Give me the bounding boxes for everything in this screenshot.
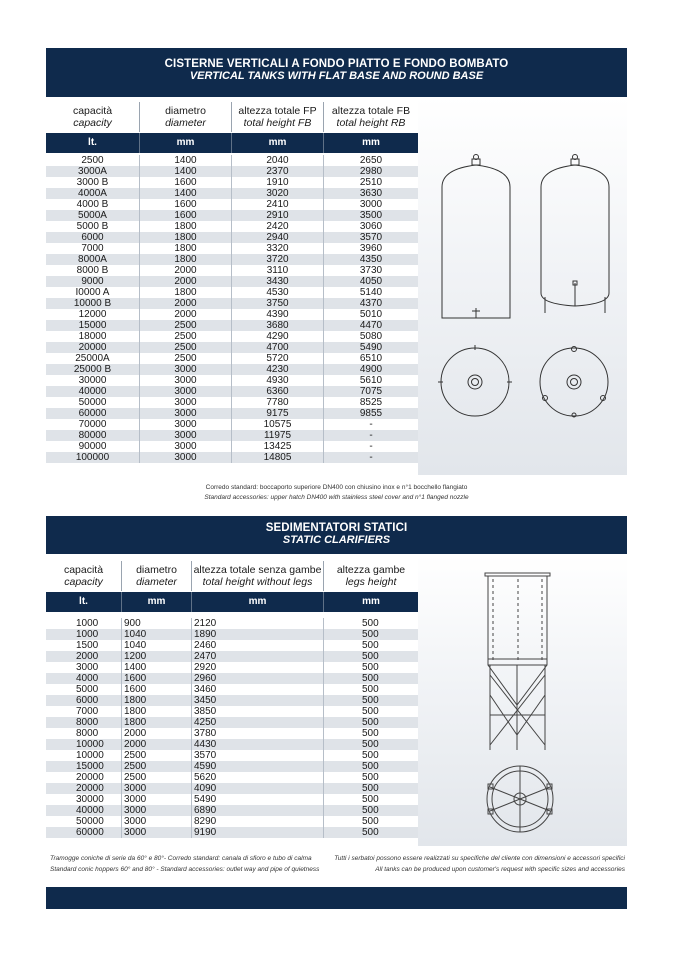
unit-capacity: lt. <box>46 133 140 153</box>
table-cell: 1400 <box>140 188 232 199</box>
table-cell: 500 <box>362 816 379 827</box>
table-cell: 4000 B <box>46 199 140 210</box>
section1-column-headers <box>46 102 418 132</box>
table-cell: 2500 <box>140 342 232 353</box>
col-diameter: diametro diameter <box>122 561 192 591</box>
table-row <box>46 618 418 629</box>
table-row <box>46 166 418 177</box>
table-cell: 2510 <box>359 177 383 188</box>
table-cell: 3960 <box>359 243 383 254</box>
table-cell: 3730 <box>359 265 383 276</box>
section2-title-en: STATIC CLARIFIERS <box>282 534 391 546</box>
table-cell: 3750 <box>232 298 324 309</box>
vertical-tanks-drawing <box>418 97 627 475</box>
section2-note-right-it: Tutti i serbatoi possono essere realizzati su specifiche del cliente con dimensioni e accessori specifici <box>334 855 625 862</box>
table-row <box>46 662 418 673</box>
table-cell: - <box>369 419 373 430</box>
table-row <box>46 761 418 772</box>
table-cell: 5080 <box>359 331 383 342</box>
table-cell: 2000 <box>140 309 232 320</box>
table-cell: 3000 <box>122 805 192 816</box>
section1-title-band <box>46 48 627 97</box>
table-cell: 100000 <box>46 452 140 463</box>
table-cell: 1800 <box>122 706 192 717</box>
section1-title-en: VERTICAL TANKS WITH FLAT BASE AND ROUND BASE <box>189 70 484 82</box>
table-cell: 5620 <box>192 772 324 783</box>
table-cell: 2470 <box>192 651 324 662</box>
table-cell: 3000 <box>140 386 232 397</box>
table-row <box>46 254 418 265</box>
table-cell: 3000 <box>140 452 232 463</box>
table-cell: 1910 <box>232 177 324 188</box>
table-row <box>46 221 418 232</box>
table-cell: 2000 <box>140 265 232 276</box>
table-cell: 4290 <box>232 331 324 342</box>
table-row <box>46 783 418 794</box>
table-cell: 6510 <box>359 353 383 364</box>
table-cell: 3500 <box>359 210 383 221</box>
table-cell: 3020 <box>232 188 324 199</box>
table-cell: 30000 <box>46 794 122 805</box>
table-cell: 500 <box>362 739 379 750</box>
table-cell: 5000 B <box>46 221 140 232</box>
table-row <box>46 210 418 221</box>
section2-note-right-en: All tanks can be produced upon customer's request with specific sizes and accessories <box>375 866 625 873</box>
table-cell: 2000 <box>140 298 232 309</box>
table-cell: 500 <box>362 750 379 761</box>
table-cell: 7000 <box>46 706 122 717</box>
table-cell: 1500 <box>46 640 122 651</box>
table-cell: 20000 <box>46 772 122 783</box>
col-height-fp: altezza totale FP total height FB <box>232 102 324 132</box>
table-row <box>46 199 418 210</box>
table-cell: 500 <box>362 827 379 838</box>
table-row <box>46 739 418 750</box>
table-row <box>46 408 418 419</box>
section2-title-band <box>46 516 627 554</box>
table-cell: 8000 <box>46 728 122 739</box>
table-cell: 2000 <box>122 739 192 750</box>
table-row <box>46 397 418 408</box>
table-cell: 500 <box>362 761 379 772</box>
table-cell: 3000 <box>140 430 232 441</box>
table-cell: 1000 <box>46 618 122 629</box>
table-row <box>46 375 418 386</box>
section2-note-left-it: Tramogge coniche di serie da 60° e 80°- Corredo standard: canala di sfioro e tubo di calma <box>50 855 312 862</box>
table-cell: 7000 <box>46 243 140 254</box>
table-cell: 1800 <box>140 232 232 243</box>
table-cell: 8525 <box>359 397 383 408</box>
table-cell: 4900 <box>359 364 383 375</box>
section1-table-body <box>46 155 418 463</box>
table-cell: 4230 <box>232 364 324 375</box>
col-height-no-legs: altezza totale senza gambe total height without legs <box>192 561 324 591</box>
table-cell: 3430 <box>232 276 324 287</box>
table-cell: 2000 <box>46 651 122 662</box>
table-cell: 14805 <box>232 452 324 463</box>
table-cell: 5010 <box>359 309 383 320</box>
table-cell: 2460 <box>192 640 324 651</box>
table-cell: 500 <box>362 717 379 728</box>
table-cell: 900 <box>122 618 192 629</box>
table-row <box>46 386 418 397</box>
table-cell: 6000 <box>46 695 122 706</box>
table-cell: 3450 <box>192 695 324 706</box>
table-row <box>46 276 418 287</box>
table-cell: 3000A <box>46 166 140 177</box>
table-cell: 25000A <box>46 353 140 364</box>
footer-band <box>46 887 627 909</box>
table-cell: 2500 <box>46 155 140 166</box>
table-cell: 9855 <box>359 408 383 419</box>
table-cell: 2000 <box>122 728 192 739</box>
table-cell: 2500 <box>140 320 232 331</box>
table-row <box>46 816 418 827</box>
table-cell: 3720 <box>232 254 324 265</box>
table-cell: 1040 <box>122 640 192 651</box>
section1-note-it: Corredo standard: boccaporto superiore DN400 con chiusino inox e n°1 bocchello flangiato <box>205 484 468 491</box>
table-cell: 5610 <box>359 375 383 386</box>
col-height-fb: altezza totale FB total height RB <box>331 105 411 129</box>
table-cell: 1600 <box>140 177 232 188</box>
table-cell: 1200 <box>122 651 192 662</box>
table-cell: 3000 <box>122 816 192 827</box>
table-cell: 500 <box>362 805 379 816</box>
section1-title-it: CISTERNE VERTICALI A FONDO PIATTO E FONDO BOMBATO <box>164 58 509 70</box>
table-cell: - <box>369 430 373 441</box>
table-cell: 4590 <box>192 761 324 772</box>
section1-note-en: Standard accessories: upper hatch DN400 with stainless steel cover and n°1 flanged nozzle <box>204 494 469 501</box>
table-cell: 3320 <box>232 243 324 254</box>
section2-unit-bar <box>46 592 418 612</box>
table-cell: 4470 <box>359 320 383 331</box>
table-cell: 500 <box>362 673 379 684</box>
table-cell: 1800 <box>140 287 232 298</box>
table-cell: - <box>369 452 373 463</box>
unit-height-fb: mm <box>362 137 380 148</box>
table-cell: 500 <box>362 618 379 629</box>
table-cell: 500 <box>362 640 379 651</box>
table-cell: 1800 <box>122 695 192 706</box>
table-cell: 3680 <box>232 320 324 331</box>
table-cell: 25000 B <box>46 364 140 375</box>
table-cell: 90000 <box>46 441 140 452</box>
table-row <box>46 232 418 243</box>
table-cell: 3000 <box>140 375 232 386</box>
table-cell: 2500 <box>140 331 232 342</box>
table-cell: 1400 <box>140 166 232 177</box>
table-row <box>46 673 418 684</box>
table-cell: 4000 <box>46 673 122 684</box>
table-cell: 3000 <box>46 662 122 673</box>
table-cell: 2000 <box>140 276 232 287</box>
table-row <box>46 629 418 640</box>
table-cell: 5490 <box>359 342 383 353</box>
table-cell: 1800 <box>140 254 232 265</box>
table-row <box>46 309 418 320</box>
table-cell: 2500 <box>122 750 192 761</box>
table-cell: 5000A <box>46 210 140 221</box>
table-cell: 2420 <box>232 221 324 232</box>
table-cell: 3000 <box>140 364 232 375</box>
table-cell: 80000 <box>46 430 140 441</box>
table-cell: 2120 <box>192 618 324 629</box>
table-cell: 5140 <box>359 287 383 298</box>
table-row <box>46 717 418 728</box>
section1-unit-bar <box>46 133 418 153</box>
table-cell: 3460 <box>192 684 324 695</box>
table-cell: 40000 <box>46 386 140 397</box>
section2-note-left-en: Standard conic hoppers 60° and 80° - Standard accessories: outlet way and pipe of quietness <box>50 866 320 873</box>
table-cell: 4250 <box>192 717 324 728</box>
table-cell: 2410 <box>232 199 324 210</box>
table-cell: 10000 <box>46 739 122 750</box>
table-cell: 1800 <box>122 717 192 728</box>
table-cell: 4930 <box>232 375 324 386</box>
table-cell: 1400 <box>140 155 232 166</box>
table-cell: 7075 <box>359 386 383 397</box>
table-cell: 70000 <box>46 419 140 430</box>
unit-diameter: mm <box>122 592 192 612</box>
table-row <box>46 265 418 276</box>
unit-diameter: mm <box>140 133 232 153</box>
table-cell: 3570 <box>359 232 383 243</box>
table-cell: 2370 <box>232 166 324 177</box>
table-cell: 500 <box>362 695 379 706</box>
table-cell: 2910 <box>232 210 324 221</box>
table-cell: 20000 <box>46 342 140 353</box>
table-cell: 5720 <box>232 353 324 364</box>
unit-legs-height: mm <box>362 596 380 607</box>
table-cell: 50000 <box>46 816 122 827</box>
table-cell: 500 <box>362 728 379 739</box>
table-row <box>46 452 418 463</box>
table-cell: 30000 <box>46 375 140 386</box>
table-row <box>46 188 418 199</box>
table-row <box>46 772 418 783</box>
table-row <box>46 827 418 838</box>
table-cell: 40000 <box>46 805 122 816</box>
table-cell: 4530 <box>232 287 324 298</box>
table-cell: 3000 <box>122 794 192 805</box>
table-row <box>46 243 418 254</box>
table-cell: 3780 <box>192 728 324 739</box>
col-capacity: capacità capacity <box>46 561 122 591</box>
table-cell: 4050 <box>359 276 383 287</box>
table-cell: 60000 <box>46 827 122 838</box>
table-cell: - <box>369 441 373 452</box>
table-cell: 10000 B <box>46 298 140 309</box>
table-cell: 4700 <box>232 342 324 353</box>
table-cell: 5000 <box>46 684 122 695</box>
table-cell: 3110 <box>232 265 324 276</box>
table-cell: 2040 <box>232 155 324 166</box>
table-cell: 8000A <box>46 254 140 265</box>
table-cell: 4370 <box>359 298 383 309</box>
unit-height-fp: mm <box>232 133 324 153</box>
table-cell: 1400 <box>122 662 192 673</box>
table-cell: 15000 <box>46 320 140 331</box>
table-cell: 9190 <box>192 827 324 838</box>
table-row <box>46 331 418 342</box>
table-row <box>46 353 418 364</box>
table-cell: 10000 <box>46 750 122 761</box>
table-row <box>46 651 418 662</box>
table-cell: 8000 B <box>46 265 140 276</box>
table-cell: 13425 <box>232 441 324 452</box>
table-cell: 3000 <box>140 408 232 419</box>
table-cell: 500 <box>362 684 379 695</box>
table-cell: 500 <box>362 629 379 640</box>
unit-capacity: lt. <box>46 592 122 612</box>
table-row <box>46 342 418 353</box>
table-cell: 500 <box>362 662 379 673</box>
table-cell: 3000 B <box>46 177 140 188</box>
table-row <box>46 805 418 816</box>
table-row <box>46 155 418 166</box>
table-row <box>46 684 418 695</box>
table-row <box>46 287 418 298</box>
table-row <box>46 177 418 188</box>
table-cell: 3000 <box>140 441 232 452</box>
table-cell: 1890 <box>192 629 324 640</box>
table-cell: 1600 <box>140 210 232 221</box>
table-cell: 3060 <box>359 221 383 232</box>
table-row <box>46 794 418 805</box>
table-cell: 500 <box>362 706 379 717</box>
table-row <box>46 706 418 717</box>
table-row <box>46 430 418 441</box>
col-legs-height: altezza gambe legs height <box>336 564 406 588</box>
table-cell: 2500 <box>140 353 232 364</box>
table-cell: 50000 <box>46 397 140 408</box>
table-row <box>46 419 418 430</box>
table-cell: 8290 <box>192 816 324 827</box>
table-cell: 2500 <box>122 761 192 772</box>
section2-table-body <box>46 618 418 838</box>
table-cell: 2920 <box>192 662 324 673</box>
table-cell: 3000 <box>140 419 232 430</box>
table-cell: 3570 <box>192 750 324 761</box>
section2-column-headers <box>46 561 418 591</box>
table-cell: 500 <box>362 772 379 783</box>
unit-height-no-legs: mm <box>192 592 324 612</box>
table-row <box>46 320 418 331</box>
table-cell: 4090 <box>192 783 324 794</box>
table-cell: 20000 <box>46 783 122 794</box>
table-cell: 500 <box>362 651 379 662</box>
table-cell: 11975 <box>232 430 324 441</box>
table-cell: 18000 <box>46 331 140 342</box>
table-cell: 6000 <box>46 232 140 243</box>
table-cell: 1000 <box>46 629 122 640</box>
table-cell: 3850 <box>192 706 324 717</box>
table-cell: 1600 <box>140 199 232 210</box>
table-cell: 3630 <box>359 188 383 199</box>
col-diameter: diametro diameter <box>140 102 232 132</box>
table-cell: 1600 <box>122 673 192 684</box>
table-cell: 12000 <box>46 309 140 320</box>
table-row <box>46 364 418 375</box>
table-cell: 4430 <box>192 739 324 750</box>
table-row <box>46 695 418 706</box>
table-cell: 3000 <box>359 199 383 210</box>
table-cell: 2980 <box>359 166 383 177</box>
table-cell: 60000 <box>46 408 140 419</box>
table-cell: 15000 <box>46 761 122 772</box>
table-cell: 3000 <box>122 783 192 794</box>
table-cell: 500 <box>362 794 379 805</box>
table-cell: I0000 A <box>46 287 140 298</box>
table-cell: 9000 <box>46 276 140 287</box>
table-cell: 4000A <box>46 188 140 199</box>
section1-illustration-panel <box>418 97 627 475</box>
table-cell: 4390 <box>232 309 324 320</box>
table-cell: 5490 <box>192 794 324 805</box>
table-cell: 6360 <box>232 386 324 397</box>
table-cell: 500 <box>362 783 379 794</box>
table-cell: 2960 <box>192 673 324 684</box>
table-row <box>46 640 418 651</box>
static-clarifier-drawing <box>418 555 627 846</box>
table-cell: 10575 <box>232 419 324 430</box>
table-cell: 7780 <box>232 397 324 408</box>
col-capacity: capacità capacity <box>46 102 140 132</box>
table-cell: 1800 <box>140 221 232 232</box>
table-row <box>46 728 418 739</box>
section2-illustration-panel <box>418 555 627 846</box>
table-cell: 1040 <box>122 629 192 640</box>
table-cell: 2500 <box>122 772 192 783</box>
table-row <box>46 441 418 452</box>
table-row <box>46 298 418 309</box>
table-cell: 4350 <box>359 254 383 265</box>
table-cell: 2940 <box>232 232 324 243</box>
table-cell: 2650 <box>359 155 383 166</box>
table-cell: 1800 <box>140 243 232 254</box>
table-cell: 8000 <box>46 717 122 728</box>
table-cell: 1600 <box>122 684 192 695</box>
table-cell: 9175 <box>232 408 324 419</box>
section2-title-it: SEDIMENTATORI STATICI <box>265 522 408 534</box>
table-row <box>46 750 418 761</box>
table-cell: 3000 <box>140 397 232 408</box>
table-cell: 3000 <box>122 827 192 838</box>
table-cell: 6890 <box>192 805 324 816</box>
